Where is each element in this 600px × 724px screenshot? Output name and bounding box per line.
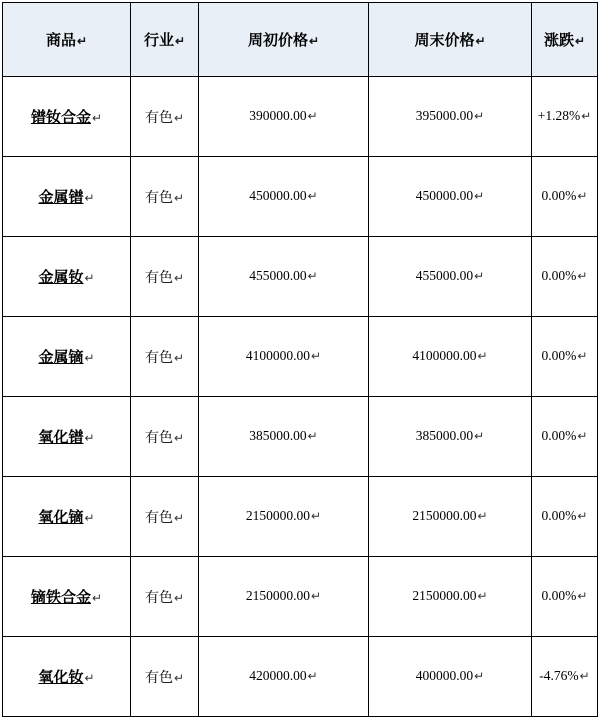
product-name: 金属镝 <box>38 350 84 366</box>
change-value: 0.00% <box>541 428 577 443</box>
product-name: 镝铁合金 <box>30 590 91 606</box>
table-row <box>3 237 598 317</box>
industry-name: 有色 <box>144 110 173 126</box>
paragraph-mark-icon: ↵ <box>173 350 185 365</box>
paragraph-mark-icon: ↵ <box>577 269 588 283</box>
header-change <box>532 3 598 77</box>
open-price-value: 4100000.00 <box>245 348 311 363</box>
paragraph-mark-icon: ↵ <box>577 349 588 363</box>
cell-product <box>3 157 131 237</box>
paragraph-mark-icon: ↵ <box>84 271 95 285</box>
cell-open-price <box>199 157 369 237</box>
cell-open-price <box>199 317 369 397</box>
cell-industry <box>131 637 199 717</box>
cell-open-price <box>199 477 369 557</box>
paragraph-mark-icon: ↵ <box>173 670 185 685</box>
paragraph-mark-icon: ↵ <box>577 589 588 603</box>
cell-industry <box>131 397 199 477</box>
paragraph-mark-icon: ↵ <box>84 511 95 525</box>
table-row <box>3 637 598 717</box>
paragraph-mark-icon: ↵ <box>84 671 95 685</box>
cell-change <box>532 477 598 557</box>
paragraph-mark-icon: ↵ <box>311 349 322 363</box>
change-value: +1.28% <box>537 108 581 123</box>
cell-close-price <box>369 317 532 397</box>
paragraph-mark-icon: ↵ <box>173 590 185 605</box>
change-value: -4.76% <box>539 668 579 683</box>
paragraph-mark-icon: ↵ <box>577 189 588 203</box>
cell-change <box>532 157 598 237</box>
paragraph-mark-icon: ↵ <box>474 429 485 443</box>
paragraph-mark-icon: ↵ <box>91 111 103 125</box>
paragraph-mark-icon: ↵ <box>84 191 95 205</box>
cell-industry <box>131 157 199 237</box>
open-price-value: 420000.00 <box>249 668 307 683</box>
cell-open-price <box>199 557 369 637</box>
paragraph-mark-icon: ↵ <box>311 509 322 523</box>
paragraph-mark-icon: ↵ <box>308 34 320 48</box>
product-name: 氧化镝 <box>38 510 84 526</box>
paragraph-mark-icon: ↵ <box>579 669 590 683</box>
industry-name: 有色 <box>144 350 173 366</box>
cell-product <box>3 317 131 397</box>
cell-change <box>532 77 598 157</box>
paragraph-mark-icon: ↵ <box>477 589 488 603</box>
paragraph-mark-icon: ↵ <box>477 509 488 523</box>
cell-open-price <box>199 77 369 157</box>
price-table <box>2 2 598 717</box>
cell-close-price <box>369 557 532 637</box>
industry-name: 有色 <box>144 190 173 206</box>
table-row <box>3 317 598 397</box>
cell-close-price <box>369 237 532 317</box>
change-value: 0.00% <box>541 508 577 523</box>
cell-close-price <box>369 477 532 557</box>
paragraph-mark-icon: ↵ <box>84 351 95 365</box>
industry-name: 有色 <box>144 670 173 686</box>
cell-change <box>532 237 598 317</box>
product-name: 氧化钕 <box>38 670 84 686</box>
cell-close-price <box>369 77 532 157</box>
table-header-row <box>3 3 598 77</box>
header-industry-label: 行业 <box>143 33 174 49</box>
paragraph-mark-icon: ↵ <box>173 110 185 125</box>
paragraph-mark-icon: ↵ <box>475 34 486 48</box>
cell-product <box>3 237 131 317</box>
cell-open-price <box>199 237 369 317</box>
change-value: 0.00% <box>541 348 577 363</box>
header-open-price-label: 周初价格 <box>247 33 308 49</box>
cell-open-price <box>199 637 369 717</box>
header-change-label: 涨跌 <box>543 33 574 49</box>
cell-change <box>532 397 598 477</box>
paragraph-mark-icon: ↵ <box>577 509 588 523</box>
header-close-price-label: 周末价格 <box>414 33 475 49</box>
close-price-value: 450000.00 <box>415 188 474 203</box>
close-price-value: 400000.00 <box>415 668 474 683</box>
close-price-value: 2150000.00 <box>412 508 477 523</box>
cell-industry <box>131 237 199 317</box>
paragraph-mark-icon: ↵ <box>307 269 318 283</box>
table-row <box>3 157 598 237</box>
cell-close-price <box>369 397 532 477</box>
table-header <box>3 3 598 77</box>
cell-close-price <box>369 157 532 237</box>
cell-change <box>532 317 598 397</box>
header-product-label: 商品 <box>45 33 76 49</box>
industry-name: 有色 <box>144 590 173 606</box>
paragraph-mark-icon: ↵ <box>173 270 185 285</box>
paragraph-mark-icon: ↵ <box>173 190 185 205</box>
cell-industry <box>131 557 199 637</box>
table-row <box>3 77 598 157</box>
header-product <box>3 3 131 77</box>
change-value: 0.00% <box>541 268 577 283</box>
table-row <box>3 557 598 637</box>
paragraph-mark-icon: ↵ <box>474 669 485 683</box>
open-price-value: 390000.00 <box>249 108 307 123</box>
product-name: 金属镨 <box>38 190 84 206</box>
open-price-value: 2150000.00 <box>245 588 311 603</box>
paragraph-mark-icon: ↵ <box>474 109 485 123</box>
table-row <box>3 397 598 477</box>
product-name: 镨钕合金 <box>30 110 91 126</box>
product-name: 金属钕 <box>38 270 84 286</box>
open-price-value: 385000.00 <box>249 428 307 443</box>
paragraph-mark-icon: ↵ <box>474 269 485 283</box>
cell-industry <box>131 477 199 557</box>
cell-change <box>532 557 598 637</box>
paragraph-mark-icon: ↵ <box>173 510 185 525</box>
paragraph-mark-icon: ↵ <box>307 669 318 683</box>
cell-product <box>3 397 131 477</box>
close-price-value: 2150000.00 <box>412 588 477 603</box>
cell-product <box>3 477 131 557</box>
cell-change <box>532 637 598 717</box>
paragraph-mark-icon: ↵ <box>76 34 88 48</box>
table-body <box>3 77 598 717</box>
product-name: 氧化镨 <box>38 430 84 446</box>
paragraph-mark-icon: ↵ <box>581 109 592 123</box>
paragraph-mark-icon: ↵ <box>307 429 318 443</box>
open-price-value: 450000.00 <box>249 188 307 203</box>
open-price-value: 2150000.00 <box>245 508 311 523</box>
change-value: 0.00% <box>541 588 577 603</box>
cell-open-price <box>199 397 369 477</box>
paragraph-mark-icon: ↵ <box>577 429 588 443</box>
cell-product <box>3 77 131 157</box>
cell-product <box>3 637 131 717</box>
industry-name: 有色 <box>144 430 173 446</box>
industry-name: 有色 <box>144 510 173 526</box>
header-industry <box>131 3 199 77</box>
close-price-value: 385000.00 <box>415 428 474 443</box>
paragraph-mark-icon: ↵ <box>474 189 485 203</box>
cell-close-price <box>369 637 532 717</box>
paragraph-mark-icon: ↵ <box>307 189 318 203</box>
industry-name: 有色 <box>144 270 173 286</box>
paragraph-mark-icon: ↵ <box>173 430 185 445</box>
paragraph-mark-icon: ↵ <box>307 109 318 123</box>
paragraph-mark-icon: ↵ <box>84 431 95 445</box>
close-price-value: 395000.00 <box>415 108 474 123</box>
cell-product <box>3 557 131 637</box>
header-close-price <box>369 3 532 77</box>
close-price-value: 4100000.00 <box>412 348 477 363</box>
cell-industry <box>131 77 199 157</box>
paragraph-mark-icon: ↵ <box>477 349 488 363</box>
paragraph-mark-icon: ↵ <box>574 34 586 48</box>
paragraph-mark-icon: ↵ <box>91 591 103 605</box>
table-row <box>3 477 598 557</box>
paragraph-mark-icon: ↵ <box>311 589 322 603</box>
header-open-price <box>199 3 369 77</box>
cell-industry <box>131 317 199 397</box>
change-value: 0.00% <box>541 188 577 203</box>
document-page <box>0 2 600 724</box>
close-price-value: 455000.00 <box>415 268 474 283</box>
paragraph-mark-icon: ↵ <box>174 34 186 48</box>
open-price-value: 455000.00 <box>249 268 307 283</box>
